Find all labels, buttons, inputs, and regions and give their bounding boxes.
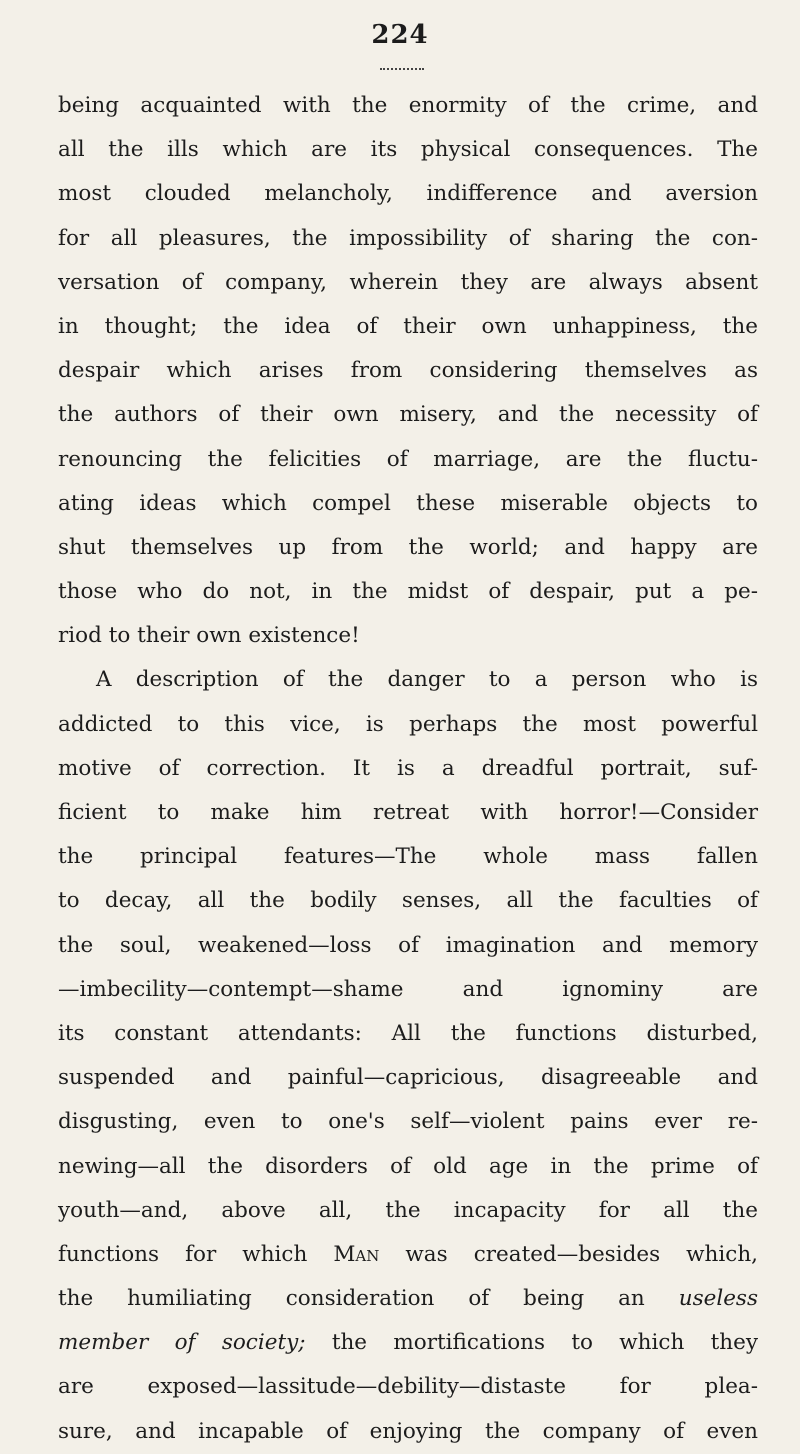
header-ornament (380, 68, 424, 78)
text-line: disgusting, even to one's self—violent pains ever re- (58, 1109, 758, 1135)
text-line: versation of company, wherein they are always absent (58, 269, 758, 295)
line-segment: was created—besides which, (379, 1241, 759, 1267)
text-line: its constant attendants: All the functions disturbed, (58, 1020, 758, 1046)
text-line: motive of correction. It is a dreadful portrait, suf- (58, 755, 758, 781)
text-line: riod to their own existence! (58, 623, 360, 649)
text-line: shut themselves up from the world; and happy are (58, 534, 758, 560)
text-line: being acquainted with the enormity of the crime, and (58, 93, 758, 118)
text-line: —imbecility—contempt—shame and ignominy are (58, 976, 758, 1002)
line-segment: functions for which (58, 1241, 334, 1267)
text-line: despair which arises from considering themselves as (58, 358, 758, 384)
page-number: 224 (371, 20, 429, 50)
text-line: ficient to make him retreat with horror!—Consider (58, 800, 758, 825)
emphasis-smallcaps: Man (333, 1241, 380, 1267)
text-line: addicted to this vice, is perhaps the most powerful (58, 711, 758, 737)
text-line: most clouded melancholy, indifference and aversion (58, 181, 758, 207)
text-line (58, 1233, 758, 1277)
emphasis-italic: useless (678, 1286, 758, 1312)
line-segment: the humiliating consideration of being an (58, 1286, 679, 1312)
text-line: suspended and painful—capricious, disagreeable and (58, 1065, 758, 1091)
text-line: A description of the danger to a person who is (96, 667, 758, 693)
text-line (58, 1277, 758, 1321)
text-line: sure, and incapable of enjoying the company of even (58, 1418, 758, 1444)
text-line: renouncing the felicities of marriage, are the fluctu- (58, 446, 758, 472)
text-line (58, 1321, 758, 1365)
text-line: the authors of their own misery, and the necessity of (58, 402, 758, 428)
body-text (58, 84, 758, 1454)
text-line: for all pleasures, the impossibility of sharing the con- (58, 225, 758, 251)
text-line: the principal features—The whole mass fallen (58, 844, 758, 870)
text-line: all the ills which are its physical consequences. The (58, 137, 758, 163)
text-line: in thought; the idea of their own unhappiness, the (58, 313, 758, 339)
line-segment: the mortifications to which they (305, 1330, 758, 1356)
text-line: are exposed—lassitude—debility—distaste for plea- (58, 1374, 758, 1400)
text-line: newing—all the disorders of old age in the prime of (58, 1153, 758, 1179)
emphasis-italic: member of society; (58, 1330, 306, 1356)
text-line: ating ideas which compel these miserable objects to (58, 490, 758, 516)
text-line: youth—and, above all, the incapacity for all the (58, 1197, 758, 1223)
text-line: those who do not, in the midst of despair, put a pe- (58, 579, 758, 605)
text-line: the soul, weakened—loss of imagination and memory (58, 932, 758, 958)
text-line: to decay, all the bodily senses, all the faculties of (58, 888, 758, 914)
